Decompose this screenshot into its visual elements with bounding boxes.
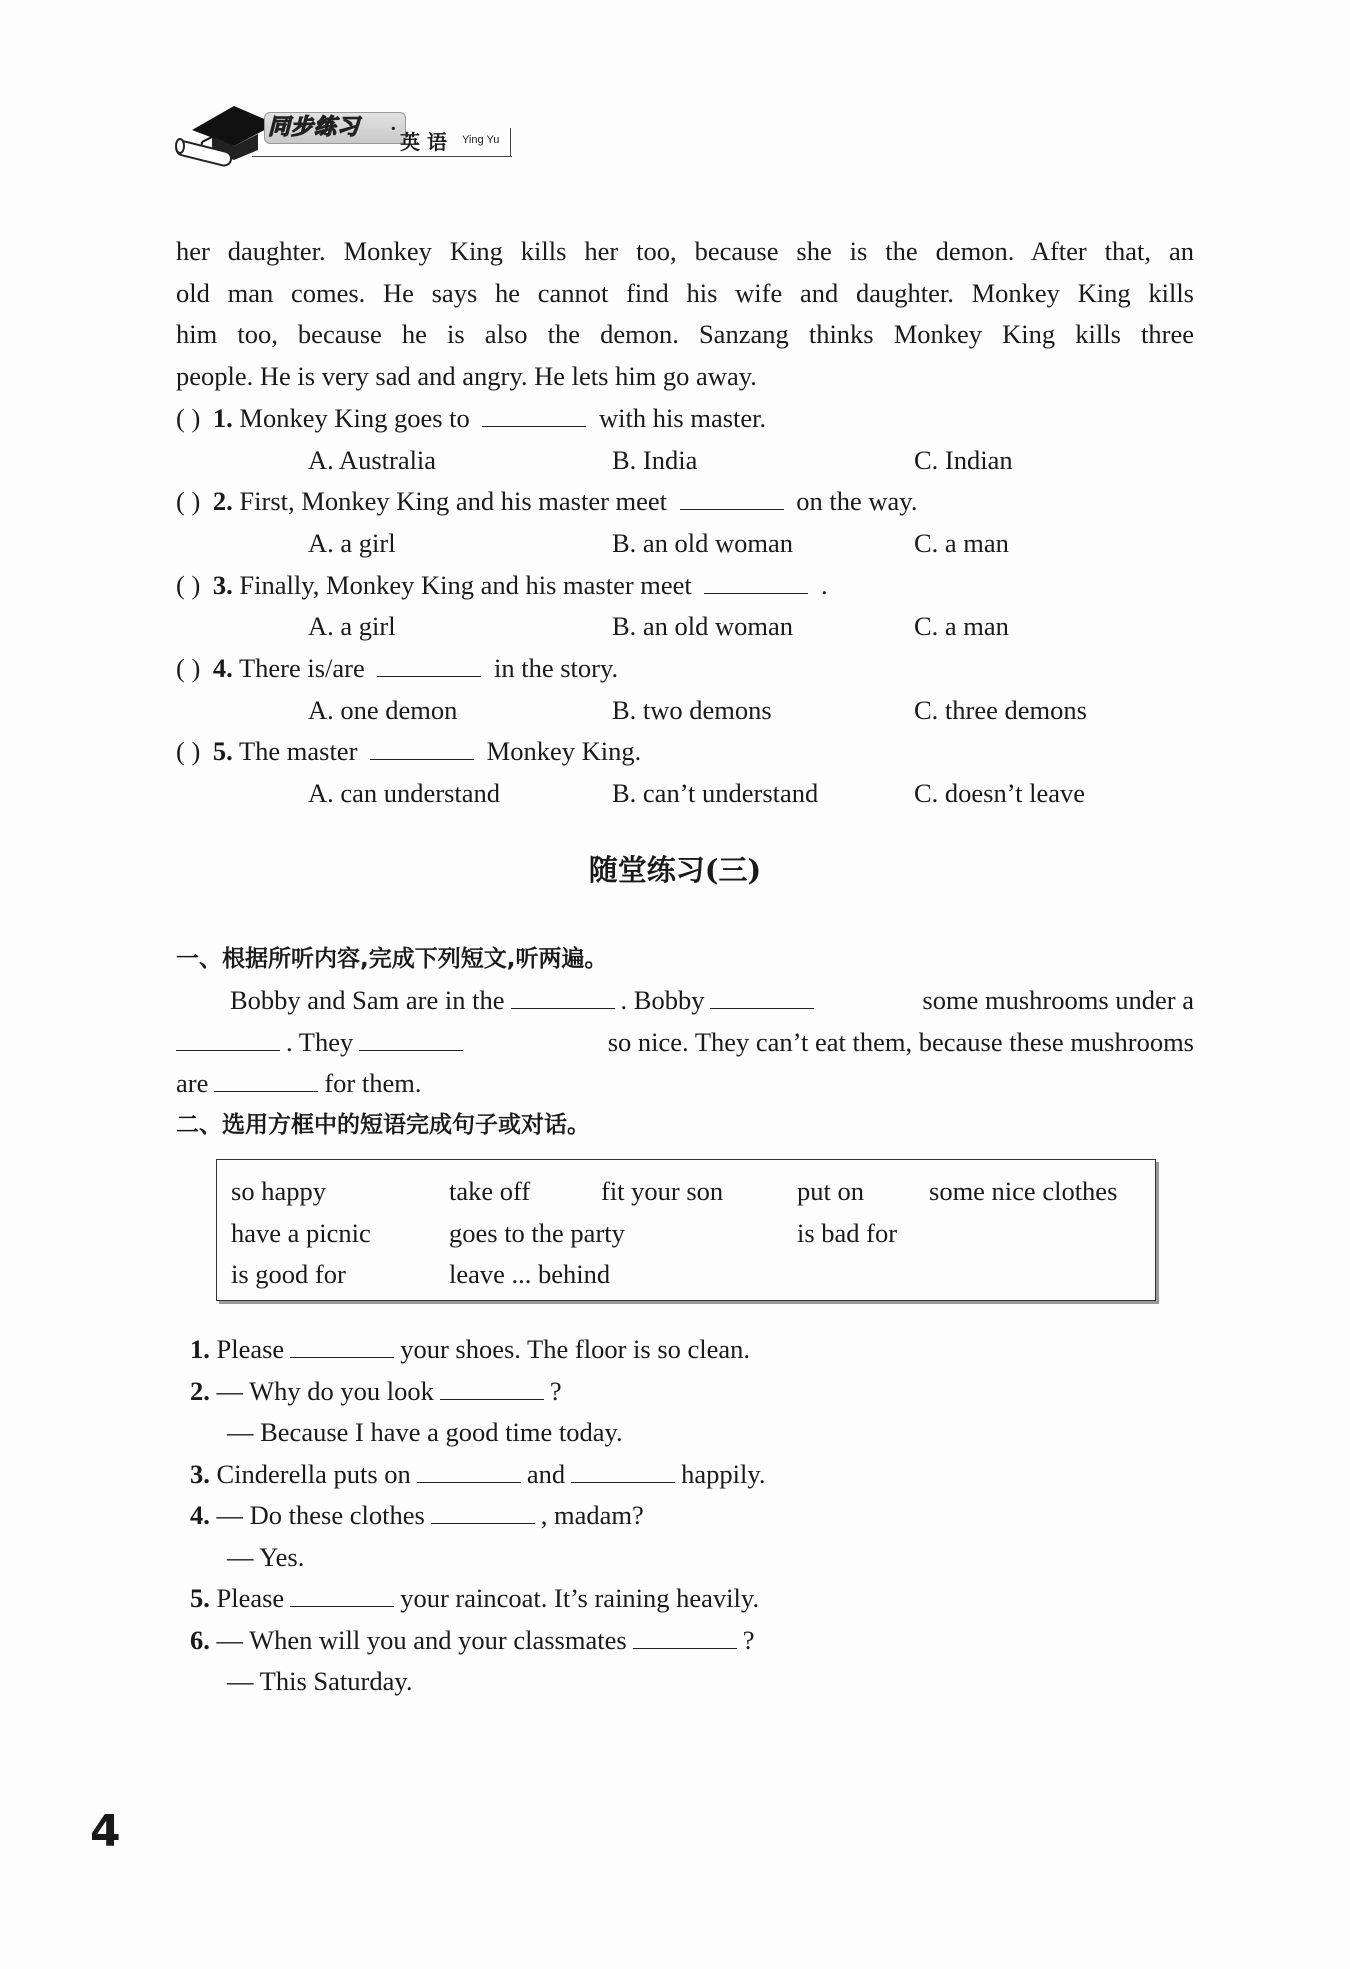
item-text: — When will you and your classmates <box>216 1625 627 1655</box>
option-c: C. doesn’t leave <box>914 778 1085 808</box>
phrase: leave ... behind <box>449 1259 611 1289</box>
question-text: Monkey King goes to <box>239 403 470 433</box>
question-text-end: on the way. <box>796 486 918 516</box>
fill-item-2 <box>190 1370 562 1412</box>
item-number: 3. <box>190 1459 210 1489</box>
passage-line: old man comes. He says he cannot find his wife and daughter. Monkey King kills <box>176 278 1194 308</box>
header-pinyin: Ying Yu <box>462 134 500 146</box>
item-text: your shoes. The floor is so clean. <box>400 1334 751 1364</box>
option-b: B. an old woman <box>612 528 794 558</box>
item-text: Please <box>216 1583 285 1613</box>
part1-line-2 <box>176 1021 1194 1063</box>
option-a: A. a girl <box>308 528 396 558</box>
item-text: — Do these clothes <box>216 1500 425 1530</box>
phrase: goes to the party <box>449 1218 625 1248</box>
fill-item-5 <box>190 1577 759 1619</box>
part1-text: some mushrooms under a <box>922 985 1194 1015</box>
item-text: ? <box>742 1625 755 1655</box>
question-4 <box>176 647 618 689</box>
item-text: Please <box>216 1334 285 1364</box>
header-rule <box>252 156 512 157</box>
option-c: C. a man <box>914 611 1009 641</box>
option-c: C. three demons <box>914 695 1087 725</box>
fill-item-4 <box>190 1494 644 1536</box>
question-text-end: with his master. <box>599 403 767 433</box>
item-number: 6. <box>190 1625 210 1655</box>
part1-text: . They <box>286 1027 354 1057</box>
answer-blank[interactable] <box>290 1331 394 1358</box>
answer-parens[interactable]: ( ) <box>176 653 201 683</box>
part1-text: for them. <box>324 1068 422 1098</box>
item-number: 1. <box>190 1334 210 1364</box>
question-number: 4. <box>212 653 233 683</box>
question-5 <box>176 730 641 772</box>
phrase: put on <box>797 1176 864 1206</box>
phrase: fit your son <box>601 1176 724 1206</box>
answer-blank[interactable] <box>710 982 814 1009</box>
phrase: some nice clothes <box>929 1176 1118 1206</box>
header-badge: 同步练习 <box>268 115 361 140</box>
answer-blank[interactable] <box>370 733 474 760</box>
answer-blank[interactable] <box>431 1497 535 1524</box>
answer-blank[interactable] <box>482 400 586 427</box>
item-number: 4. <box>190 1500 210 1530</box>
answer-blank[interactable] <box>176 1024 280 1051</box>
answer-parens[interactable]: ( ) <box>176 570 201 600</box>
passage-line: him too, because he is also the demon. Sanzang thinks Monkey King kills three <box>176 319 1194 349</box>
item-number: 2. <box>190 1376 210 1406</box>
passage-line: her daughter. Monkey King kills her too, because she is the demon. After that, an <box>176 236 1194 266</box>
part1-text: so nice. They can’t eat them, because these mushrooms <box>607 1027 1194 1057</box>
answer-blank[interactable] <box>417 1456 521 1483</box>
section-title: 随堂练习(三) <box>588 853 762 887</box>
header-dot: · <box>390 118 397 140</box>
option-b: B. India <box>612 445 698 475</box>
option-a: A. can understand <box>308 778 501 808</box>
question-text: First, Monkey King and his master meet <box>239 486 668 516</box>
item-text: happily. <box>681 1459 766 1489</box>
phrase: is good for <box>231 1259 346 1289</box>
question-text: The master <box>238 736 358 766</box>
option-b: B. an old woman <box>612 611 794 641</box>
question-number: 5. <box>212 736 233 766</box>
passage-line: people. He is very sad and angry. He lets him go away. <box>176 361 757 391</box>
item-text: — Why do you look <box>216 1376 434 1406</box>
fill-item-1 <box>190 1328 750 1370</box>
answer-parens[interactable]: ( ) <box>176 403 201 433</box>
fill-item-3 <box>190 1453 765 1495</box>
fill-item-4-reply: — Yes. <box>227 1542 305 1572</box>
item-text: ? <box>549 1376 562 1406</box>
question-2 <box>176 480 917 522</box>
phrase: so happy <box>231 1176 326 1206</box>
question-number: 3. <box>212 570 233 600</box>
fill-item-6-reply: — This Saturday. <box>227 1666 413 1696</box>
part1-heading: 一、根据所听内容,完成下列短文,听两遍。 <box>176 946 608 972</box>
part1-text: are <box>176 1068 209 1098</box>
item-text: Cinderella puts on <box>216 1459 411 1489</box>
answer-blank[interactable] <box>214 1065 318 1092</box>
item-text: your raincoat. It’s raining heavily. <box>400 1583 760 1613</box>
option-c: C. a man <box>914 528 1009 558</box>
question-text-end: . <box>821 570 828 600</box>
header-rule-end <box>510 128 511 157</box>
question-text-end: Monkey King. <box>486 736 642 766</box>
phrase: take off <box>449 1176 531 1206</box>
part1-text: Bobby and Sam are in the <box>230 985 505 1015</box>
option-a: A. a girl <box>308 611 396 641</box>
item-text: and <box>526 1459 566 1489</box>
phrase: have a picnic <box>231 1218 371 1248</box>
question-text: Finally, Monkey King and his master meet <box>239 570 692 600</box>
option-b: B. two demons <box>612 695 772 725</box>
question-number: 2. <box>212 486 233 516</box>
part1-line-1 <box>230 979 1194 1021</box>
item-text: , madam? <box>540 1500 644 1530</box>
question-text-end: in the story. <box>494 653 619 683</box>
answer-blank[interactable] <box>680 483 784 510</box>
answer-blank[interactable] <box>359 1024 463 1051</box>
option-a: A. Australia <box>308 445 437 475</box>
answer-parens[interactable]: ( ) <box>176 486 201 516</box>
header-subject: 英 语 <box>400 130 447 154</box>
part1-text: . Bobby <box>620 985 705 1015</box>
part2-heading: 二、选用方框中的短语完成句子或对话。 <box>176 1112 590 1138</box>
question-number: 1. <box>212 403 233 433</box>
option-b: B. can’t understand <box>612 778 819 808</box>
part1-line-3 <box>176 1062 422 1104</box>
answer-parens[interactable]: ( ) <box>176 736 201 766</box>
answer-blank[interactable] <box>511 982 615 1009</box>
answer-blank[interactable] <box>377 650 481 677</box>
page-number: 4 <box>90 1806 121 1857</box>
option-c: C. Indian <box>914 445 1013 475</box>
question-text: There is/are <box>238 653 365 683</box>
answer-blank[interactable] <box>440 1373 544 1400</box>
answer-blank[interactable] <box>290 1580 394 1607</box>
option-a: A. one demon <box>308 695 458 725</box>
item-number: 5. <box>190 1583 210 1613</box>
fill-item-6 <box>190 1619 754 1661</box>
fill-item-2-reply: — Because I have a good time today. <box>227 1417 623 1447</box>
phrase: is bad for <box>797 1218 898 1248</box>
answer-blank[interactable] <box>633 1622 737 1649</box>
answer-blank[interactable] <box>571 1456 675 1483</box>
question-1 <box>176 397 766 439</box>
question-3 <box>176 564 828 606</box>
phrase-box <box>216 1159 1156 1301</box>
page-header <box>172 92 532 172</box>
answer-blank[interactable] <box>704 567 808 594</box>
